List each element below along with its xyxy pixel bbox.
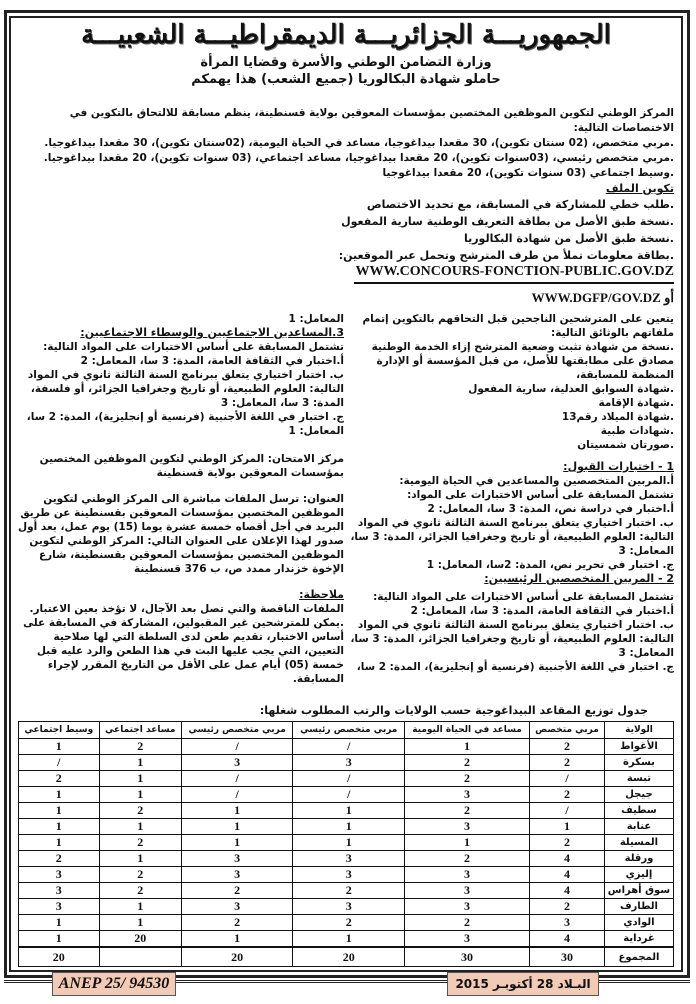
completion-doc: .صورتان شمسيتان	[577, 439, 674, 451]
file-item: .طلب خطي للمشاركة في المسابقة، مع تحديد الاختصاص	[366, 198, 674, 211]
seat-count-cell: 1	[19, 819, 100, 835]
url-secondary-line	[14, 290, 674, 306]
two-columns	[14, 312, 678, 702]
seat-count-cell: 1	[99, 819, 181, 835]
seat-count-cell: 1	[405, 739, 530, 755]
seat-count-cell: 3	[181, 755, 293, 771]
seat-count-cell: /	[181, 739, 293, 755]
seat-count-cell: 1	[181, 835, 293, 851]
group2-line: تشتمل المسابقة على أساس الاختبارات على المواد التالية:	[373, 591, 674, 603]
wilaya-cell: عنابة	[604, 819, 673, 835]
group3-line: ب. اختبار اختياري يتعلق ببرنامج السنة الثالثة ثانوي في المواد التالية: العلوم الطبيعية، أو تاريخ وجغرافيا الجزائر، أو فلسفة، المدة: 3 سا، المعامل: 3	[27, 369, 344, 409]
seat-count-cell: 3	[405, 931, 530, 948]
seat-count-cell: 1	[19, 787, 100, 803]
seat-count-cell: 2	[405, 803, 530, 819]
seat-count-cell: 2	[405, 755, 530, 771]
seat-count-cell: 2	[99, 739, 181, 755]
audience-line: حاملو شهادة البكالوريا (جميع الشعب) هذا يهمكم	[191, 72, 501, 87]
note-line: الملفات الناقصة والتي تصل بعد الآجال، لا تؤخذ بعين الاعتبار.	[29, 603, 344, 615]
completion-doc: .شهادة السوابق العدلية، سارية المفعول	[468, 383, 674, 395]
file-list	[14, 196, 678, 264]
total-cell	[99, 947, 181, 967]
intro-line: .مربي متخصص رئيسي، (03سنوات تكوين)، 20 مقعدا بيداغوجيا، مساعد اجتماعي، (03 سنوات تكوين)، 20 مقعدا بيداغوجيا.	[43, 152, 674, 164]
seat-count-cell: 2	[530, 755, 605, 771]
seat-count-cell: 2	[530, 835, 605, 851]
seat-count-cell: 3	[293, 755, 405, 771]
group1-line: أ.اختبار في دراسة نص، المدة: 3 سا، المعامل: 2	[427, 503, 674, 515]
seat-count-cell: 2	[405, 915, 530, 931]
seat-count-cell: 20	[99, 931, 181, 948]
header-cell: مربي متخصص	[530, 722, 605, 739]
wilaya-cell: الطارف	[604, 899, 673, 915]
header-cell: الولاية	[604, 722, 673, 739]
table-row	[19, 931, 674, 948]
seat-count-cell: /	[530, 803, 605, 819]
group2-line: ب. اختبار اختياري يتعلق ببرنامج السنة الثالثة ثانوي في المواد التالية: العلوم الطبيعية، أو تاريخ وجغرافيا الجزائر، المدة: 3 سا، المعامل: 3	[350, 619, 674, 659]
intro-line: .مربي متخصص، (02 سنتان تكوين)، 30 مقعدا بيداغوجيا، مساعد في الحياة اليومية، (02سنتان تكوين)، 30 مقعدا بيداغوجيا.	[44, 137, 674, 149]
table-row	[19, 755, 674, 771]
seat-count-cell: 3	[405, 899, 530, 915]
group3-line: ج. اختبار في اللغة الأجنبية (فرنسية أو إنجليزية)، المدة: 2 سا، المعامل: 1	[26, 411, 344, 437]
seat-count-cell: 3	[19, 867, 100, 883]
seat-count-cell: 1	[293, 835, 405, 851]
wilaya-cell: جيجل	[604, 787, 673, 803]
seat-count-cell: 1	[19, 803, 100, 819]
publication-date: البـلاد 28 أكتوبـر 2015	[447, 972, 599, 996]
header-cell: مساعد اجتماعي	[99, 722, 181, 739]
anep-reference: ANEP 25/ 94530	[52, 972, 176, 996]
header-cell: مربي متخصص رئيسي	[181, 722, 293, 739]
group2-line: أ.اختبار في الثقافة العامة، المدة: 3 سا، المعامل: 2	[410, 605, 674, 617]
completion-doc: .شهادات طبية	[600, 425, 674, 437]
seat-count-cell: 1	[19, 739, 100, 755]
seat-count-cell: 4	[530, 883, 605, 899]
seat-count-cell: 3	[293, 867, 405, 883]
table-header-row	[19, 722, 674, 739]
seat-count-cell: 3	[405, 819, 530, 835]
seat-count-cell: 3	[405, 787, 530, 803]
left-column	[16, 312, 344, 686]
seat-count-cell: 2	[19, 851, 100, 867]
intro-line: المركز الوطني لتكوين الموظفين المختصين بمؤسسات المعوقين بولاية قسنطينة، ينظم مسابقة للالتحاق بالتكوين في الاختصاصات التالية:	[69, 107, 674, 134]
seats-table	[18, 721, 674, 967]
note-line: .يمكن للمترشحين غير المقبولين، المشاركة في المسابقة على أساس الاختبار، تقديم طعن لدى السلطة التي لها صلاحية التعيين، التي يجب عليها البت في هذا الطعن والرد عليه قبل خمسة (05) أيام عمل على الأقل من التاريخ المقرر لإجراء المسابقة.	[23, 617, 344, 685]
coef-line: المعامل: 1	[288, 313, 344, 325]
total-label: المجموع	[604, 947, 673, 967]
seat-count-cell: /	[293, 787, 405, 803]
table-row	[19, 915, 674, 931]
seat-count-cell: 2	[293, 915, 405, 931]
group1-line: ج. اختبار في تحرير نص، المدة: 2سا، المعامل: 1	[426, 559, 674, 571]
seat-count-cell: /	[293, 739, 405, 755]
seat-count-cell: 3	[181, 899, 293, 915]
wilaya-cell: سوق أهراس	[604, 883, 673, 899]
seat-count-cell: 2	[99, 883, 181, 899]
table-row	[19, 771, 674, 787]
seat-count-cell: /	[181, 771, 293, 787]
intro-block	[14, 106, 678, 196]
completion-intro: يتعين على المترشحين الناجحين قبل التحاقهم بالتكوين إتمام ملفاتهم بالوثائق التالية:	[362, 313, 674, 339]
file-heading: تكوين الملف	[605, 182, 674, 195]
seat-count-cell: 1	[99, 899, 181, 915]
seat-count-cell: 1	[99, 755, 181, 771]
url-or: أو	[664, 290, 674, 305]
table-row	[19, 851, 674, 867]
table-row	[19, 819, 674, 835]
file-item: .بطاقة معلومات تملأ من طرف المترشح وتحمل عبر الموقعين:	[338, 249, 674, 262]
seat-count-cell: 2	[293, 883, 405, 899]
table-row	[19, 883, 674, 899]
seat-count-cell: /	[181, 787, 293, 803]
seat-count-cell: 1	[530, 819, 605, 835]
seat-count-cell: 1	[181, 803, 293, 819]
seat-count-cell: 1	[99, 771, 181, 787]
seat-count-cell: 2	[99, 803, 181, 819]
seat-count-cell: 1	[99, 915, 181, 931]
page-title: الجمهوريـــة الجزائريـــة الديمقراطيـــة الشعبيـــة	[81, 20, 611, 50]
seat-count-cell: 2	[405, 851, 530, 867]
table-title: جدول توزيع المقاعد البيداغوجية حسب الولايات والرتب المطلوب شغلها:	[259, 704, 648, 717]
total-cell: 20	[19, 947, 100, 967]
seat-count-cell: 1	[19, 915, 100, 931]
group3-heading: 3.المساعدين الاجتماعيين والوسطاء الاجتماعيين:	[80, 326, 344, 339]
seat-count-cell: 2	[19, 771, 100, 787]
group1-heading: أ.المربين المتخصصين والمساعدين في الحياة اليومية:	[399, 475, 674, 487]
seat-count-cell: 3	[530, 915, 605, 931]
group2-line: ج. اختبار في اللغة الأجنبية (فرنسية أو إنجليزية)، المدة: 2 سا،	[356, 661, 674, 673]
seat-count-cell: 3	[293, 851, 405, 867]
table-row	[19, 739, 674, 755]
completion-doc: .شهادة الميلاد رقم13	[561, 411, 674, 423]
group1-line: ب. اختبار اختياري يتعلق ببرنامج السنة الثالثة ثانوي في المواد التالية: العلوم الطبيعية، أو تاريخ وجغرافيا الجزائر، المدة: 3 سا، المعامل: 3	[350, 517, 674, 557]
header-cell: مساعد في الحياة اليومية	[405, 722, 530, 739]
table-row	[19, 867, 674, 883]
wilaya-cell: تبسة	[604, 771, 673, 787]
seat-count-cell: 3	[19, 883, 100, 899]
seat-count-cell: /	[293, 771, 405, 787]
note-heading: ملاحظة:	[299, 588, 344, 601]
ministry-name: وزارة التضامن الوطني والأسرة وقضايا المرأة	[200, 55, 492, 70]
seat-count-cell: /	[530, 771, 605, 787]
wilaya-cell: الوادي	[604, 915, 673, 931]
seat-count-cell: 3	[405, 867, 530, 883]
seat-count-cell: 4	[530, 851, 605, 867]
seat-count-cell: 2	[181, 883, 293, 899]
seat-count-cell: 3	[293, 899, 405, 915]
wilaya-cell: المسيلة	[604, 835, 673, 851]
tests-heading: 1 - اختبارات القبول:	[563, 460, 674, 473]
wilaya-cell: غرداية	[604, 931, 673, 948]
wilaya-cell: ورقلة	[604, 851, 673, 867]
seat-count-cell: 1	[181, 819, 293, 835]
seat-count-cell: 4	[530, 931, 605, 948]
seat-count-cell: 2	[99, 867, 181, 883]
total-cell: 20	[293, 947, 405, 967]
wilaya-cell: إليزي	[604, 867, 673, 883]
seat-count-cell: 1	[19, 835, 100, 851]
seat-count-cell: 3	[181, 851, 293, 867]
url-secondary[interactable]: WWW.DGFP/GOV.DZ	[531, 290, 661, 305]
seat-count-cell: 2	[530, 739, 605, 755]
announcement	[14, 18, 678, 967]
completion-doc: .نسخة من شهادة تثبت وضعية المترشح إزاء الخدمة الوطنية مصادق على مطابقتها للأصل، من قبل المؤسسة أو الإدارة المنظمة للمسابقة،	[371, 341, 674, 381]
group1-line: تشتمل المسابقة على أساس الاختبارات على المواد:	[407, 489, 674, 501]
seat-count-cell: 1	[19, 931, 100, 948]
seat-count-cell: 1	[293, 803, 405, 819]
wilaya-cell: سطيف	[604, 803, 673, 819]
seat-count-cell: 1	[99, 787, 181, 803]
seat-count-cell: 2	[181, 915, 293, 931]
table-total-row	[19, 947, 674, 967]
seat-count-cell: 2	[99, 835, 181, 851]
total-cell: 20	[181, 947, 293, 967]
header-cell: مربي متخصص رئيسي	[293, 722, 405, 739]
table-row	[19, 835, 674, 851]
group3-line: أ.اختبار في الثقافة العامة، المدة: 3 سا، المعامل: 2	[80, 355, 344, 367]
seat-count-cell: 1	[293, 819, 405, 835]
group2-heading: 2 - المربين المتخصصين الرئيسيين:	[484, 572, 674, 585]
seat-count-cell: 2	[530, 787, 605, 803]
completion-doc: .شهادة الإقامة	[598, 397, 674, 409]
seat-count-cell: 1	[99, 851, 181, 867]
header-cell: وسيط اجتماعي	[19, 722, 100, 739]
total-cell: 30	[405, 947, 530, 967]
wilaya-cell: بسكرة	[604, 755, 673, 771]
wilaya-cell: الأغواط	[604, 739, 673, 755]
total-cell: 30	[530, 947, 605, 967]
seat-count-cell: 2	[405, 771, 530, 787]
seat-count-cell: /	[19, 755, 100, 771]
seat-count-cell: 3	[181, 867, 293, 883]
address: العنوان: ترسل الملفات مباشرة الى المركز الوطني لتكوين الموظفين المختصين بمؤسسات المعوقين بقسنطينة عن طريق البريد في أجل أقصاه خمسة عشرة يوما (15) يوم عمل، بعد أول صدور لهذا الإعلان على العنوان التالي: المركز الوطني لتكوين الموظفين المختصين بمؤسسات المعوقين بقسنطينة، شارع الإخوة خزندار ممدد ص، ب 376 قسنطينة	[18, 493, 344, 575]
right-column	[342, 312, 674, 674]
url-primary[interactable]: WWW.CONCOURS-FONCTION-PUBLIC.GOV.DZ	[354, 264, 674, 284]
seat-count-cell: 1	[293, 931, 405, 948]
table-row	[19, 803, 674, 819]
seat-count-cell: 2	[530, 899, 605, 915]
table-row	[19, 787, 674, 803]
table-row	[19, 899, 674, 915]
seat-count-cell: 4	[530, 867, 605, 883]
group3-line: تشتمل المسابقة على أساس الاختبارات على المواد التالية:	[43, 341, 344, 353]
seat-count-cell: 1	[181, 931, 293, 948]
exam-center: مركز الامتحان: المركز الوطني لتكوين الموظفين المختصين بمؤسسات المعوقين بولاية قسنطينة	[39, 453, 344, 479]
file-item: .نسخة طبق الأصل من بطاقة التعريف الوطنية سارية المفعول	[341, 215, 674, 228]
seat-count-cell: 3	[405, 883, 530, 899]
intro-line: .وسيط اجتماعي (03 سنوات تكوين)، 20 مقعدا بيداغوجيا	[382, 167, 674, 179]
file-item: .نسخة طبق الأصل من شهادة البكالوريا	[463, 232, 674, 245]
seat-count-cell: 3	[19, 899, 100, 915]
seat-count-cell: 1	[405, 835, 530, 851]
